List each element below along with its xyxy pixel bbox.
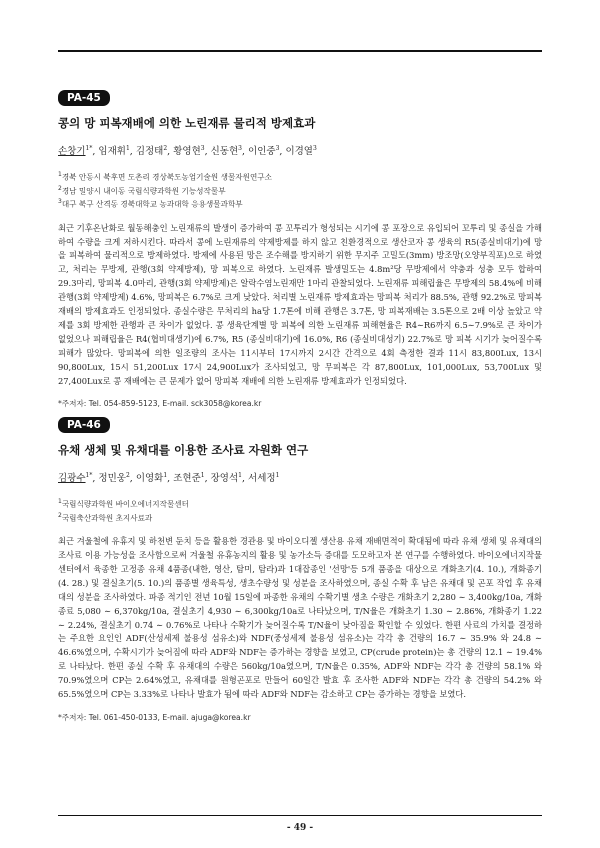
author-list: 손창기$^{1*}$, 임재휘$^1$, 김정태$^2$, 황영현$^3$, 신동현$^3$, 이인중$^3$, 이경열$^3$ xyxy=(58,144,317,157)
author-name: 손창기 xyxy=(58,146,86,157)
affiliation-line: $^1$국립식량과학원 바이오에너지작물센터 xyxy=(58,498,189,509)
author-name: 정민웅 xyxy=(98,473,126,484)
abstract-code-badge: PA-45 xyxy=(58,90,110,106)
affiliation-line: $^2$국립축산과학원 초지사료과 xyxy=(58,511,153,523)
author-name: 신동현 xyxy=(210,146,239,157)
author-affiliation-mark: 2 xyxy=(125,471,130,479)
contact-info: *주저자: Tel. 054-859-5123, E-mail. sck3058@korea.kr xyxy=(58,399,262,409)
page-number: - 49 - xyxy=(286,823,314,833)
author-name: 서세정 xyxy=(248,473,276,484)
author-affiliation-mark: 1* xyxy=(85,144,93,152)
author-affiliation-mark: 1 xyxy=(200,471,205,479)
author-affiliation-mark: 2 xyxy=(163,144,168,152)
author-name: 김광수 xyxy=(58,473,86,484)
abstract-title: 유채 생체 및 유채대를 이용한 조사료 자원화 연구 xyxy=(58,443,309,457)
author-name: 황영현 xyxy=(173,146,201,157)
abstract-title: 콩의 망 피복재배에 의한 노린재류 물리적 방제효과 xyxy=(58,116,316,130)
abstract-body: 최근 겨울철에 유휴지 및 하천변 둔치 등을 활용한 경관용 및 바이오디젤 생산용 유채 재배면적이 확대됨에 따라 유채 생체 및 유채대의 조사료 이용 가능성을 조사함으로써 겨울철 유휴농지의 활용 및 농가소득 증대를 도모하고자 본 연구를 수행하였다. 바이오에너지작물센터에서 육종한 고정종 유채 4품종(내한, 영산, 탐미, 탐라)과 1대잡종인 '선망'등 5개 품종을 대상으로 개화초기(4. 10.), 개화종기(4. 28.) 및 결실초기(5. 10.)의 품종별 생육특성, 생초수량성 및 성분을 조사하였으며, 종실 수확 후 남은 유채대 및 곤포 작업 후 유채대의 성분을 조사하였다. 파종 적기인 전년 10월 15일에 파종한 유채의 수확기별 생초 수량은 개화초기 2,280 ∼ 3,400kg/10a, 개화종료 5,080 ∼ 6,370kg/10a, 결실초기 4,930 ∼ 6,300kg/10a로 나타났으며, T/N율은 개화초기 1.30 ∼ 2.86%, 개화종기 1.22 ∼ 2.24%, 결실초기 0.74 ∼ 0.76%로 나타나 수확기가 늦어질수록 T/N율이 낮아짐을 확인할 수 있었다. 한편 사료의 가치를 결정하는 주요한 요인인 ADF(산성세제 불용성 섬유소)와 NDF(중성세제 불용성 섬유소)는 각각 총 건량의 16.7 ∼ 35.9% 와 24.8 ∼ 46.6%였으며, 수확시기가 늦어짐에 따라 ADF와 NDF는 증가하는 경향을 보였고, CP(crude protein)는 총 건량의 12.1 ∼ 19.4%로 나타났다. 한편 종실 수확 후 유채대의 수량은 560kg/10a였으며, T/N율은 0.35%, ADF와 NDF는 각각 총 건량의 58.1% 와 70.9%였으며 CP는 2.64%였고, 유채대를 원형곤포로 만들어 60일간 발효 후 조사한 ADF와 NDF는 각각 총 건량의 54.2% 와 65.5%였으며 CP는 3.33%로 나타나 발효가 됨에 따라 ADF와 NDF는 감소하고 CP는 증가하는 경향을 보였다. xyxy=(58,536,542,700)
author-list: 김광수$^{1*}$, 정민웅$^2$, 이영화$^1$, 조현준$^1$, 장영석$^1$, 서세정$^1$ xyxy=(58,471,280,484)
affiliation-list xyxy=(58,169,542,210)
author-affiliation-mark: 1 xyxy=(238,471,242,479)
author-name: 이영화 xyxy=(135,473,164,484)
contact-info: *주저자: Tel. 061-450-0133, E-mail. ajuga@korea.kr xyxy=(58,712,251,722)
bottom-rule xyxy=(58,815,542,816)
abstract-pa-45 xyxy=(58,86,542,409)
author-name: 임재휘 xyxy=(98,146,126,157)
author-name: 이경열 xyxy=(285,146,313,157)
affiliation-line: $^3$대구 북구 산격동 경북대학교 농과대학 응용생물과학부 xyxy=(58,198,243,209)
author-affiliation-mark: 1 xyxy=(125,144,130,152)
author-affiliation-mark: 1 xyxy=(275,471,280,479)
affiliation-line: $^2$경남 밀양시 내이동 국립식량과학원 기능성작물부 xyxy=(58,184,226,196)
abstract-body: 최근 기후온난화로 월동해충인 노린재류의 발생이 증가하여 콩 꼬투리가 형성되는 시기에 콩 포장으로 유입되어 꼬투리 및 종실을 가해하여 수량을 크게 저하시킨다. 따라서 콩에 노린재류의 약제방제를 하지 않고 친환경적으로 생산코자 콩 생육의 R5(종실비대기)에 망을 피복하여 물리적으로 방제하였다. 방제에 사용된 망은 조수해를 방지하기 위한 무지주 고밀도(3mm) 방조망(오양부직포)으로 하였고, 처리는 무방제, 관행(3회 약제방제), 망 피복으로 하였다. 노린재류 발생밀도는 4.8m²당 무방제에서 약충과 성충 모두 합하여 29.3마리, 망피복 4.0마리, 관행(3회 약제방제)은 알락수염노린재만 1마리 관찰되었다. 노린재류 피해립율은 무방제의 58.4%에 비해 관행(3회 약제방제) 4.6%, 망피복은 6.7%로 크게 낮았다. 처리별 노린재류 방제효과는 망피복 처리가 88.5%, 관행 92.2%로 망피복재배의 방제효과도 인정되었다. 종실수량은 무처리의 ha당 1.7톤에 비해 관행은 3.7톤, 망 피복재배는 3.5톤으로 2배 이상 높았고 약제를 3회 방제한 관행과 큰 차이가 없었다. 콩 생육단계별 망 피복에 의한 노린재류 피해현율은 R4∼R6까지 6.5∼7.9%로 큰 차이가 없었으나 피해립율은 R4(협비대생기)에 6.7%, R5 (종실비대기)에 16.0%, R6 (종실비대성기) 22.7%로 망 피복 시기가 늦어질수록 피해가 많았다. 망피복에 의한 일조량의 조사는 11시부터 17시까지 2시간 간격으로 4회 측정한 결과 11시 83,800Lux, 13시 90,800Lux, 15시 51,200Lux 17시 24,900Lux가 조사되었고, 망 무피복은 각 87,800Lux, 101,000Lux, 53,700Lux 및 27,400Lux로 콩 재배에는 큰 문제가 없어 망피복 재배에 의한 노린재류 방제효과가 인정되었다. xyxy=(58,222,542,386)
author-name: 이인중 xyxy=(248,146,276,157)
author-name: 조현준 xyxy=(173,473,201,484)
affiliation-line: $^1$경북 안동시 북후면 도촌리 경상북도농업기술원 생물자원연구소 xyxy=(58,171,272,182)
author-name: 김정태 xyxy=(135,146,164,157)
author-name: 장영석 xyxy=(210,473,239,484)
abstract-pa-46 xyxy=(58,413,542,723)
author-affiliation-mark: 1 xyxy=(163,471,168,479)
top-rule xyxy=(58,50,542,52)
abstract-code-badge: PA-46 xyxy=(58,417,110,433)
author-affiliation-mark: 3 xyxy=(200,144,205,152)
affiliation-list xyxy=(58,496,542,523)
author-affiliation-mark: 3 xyxy=(312,144,317,152)
author-affiliation-mark: 3 xyxy=(275,144,280,152)
author-affiliation-mark: 1* xyxy=(85,471,93,479)
author-affiliation-mark: 3 xyxy=(238,144,242,152)
